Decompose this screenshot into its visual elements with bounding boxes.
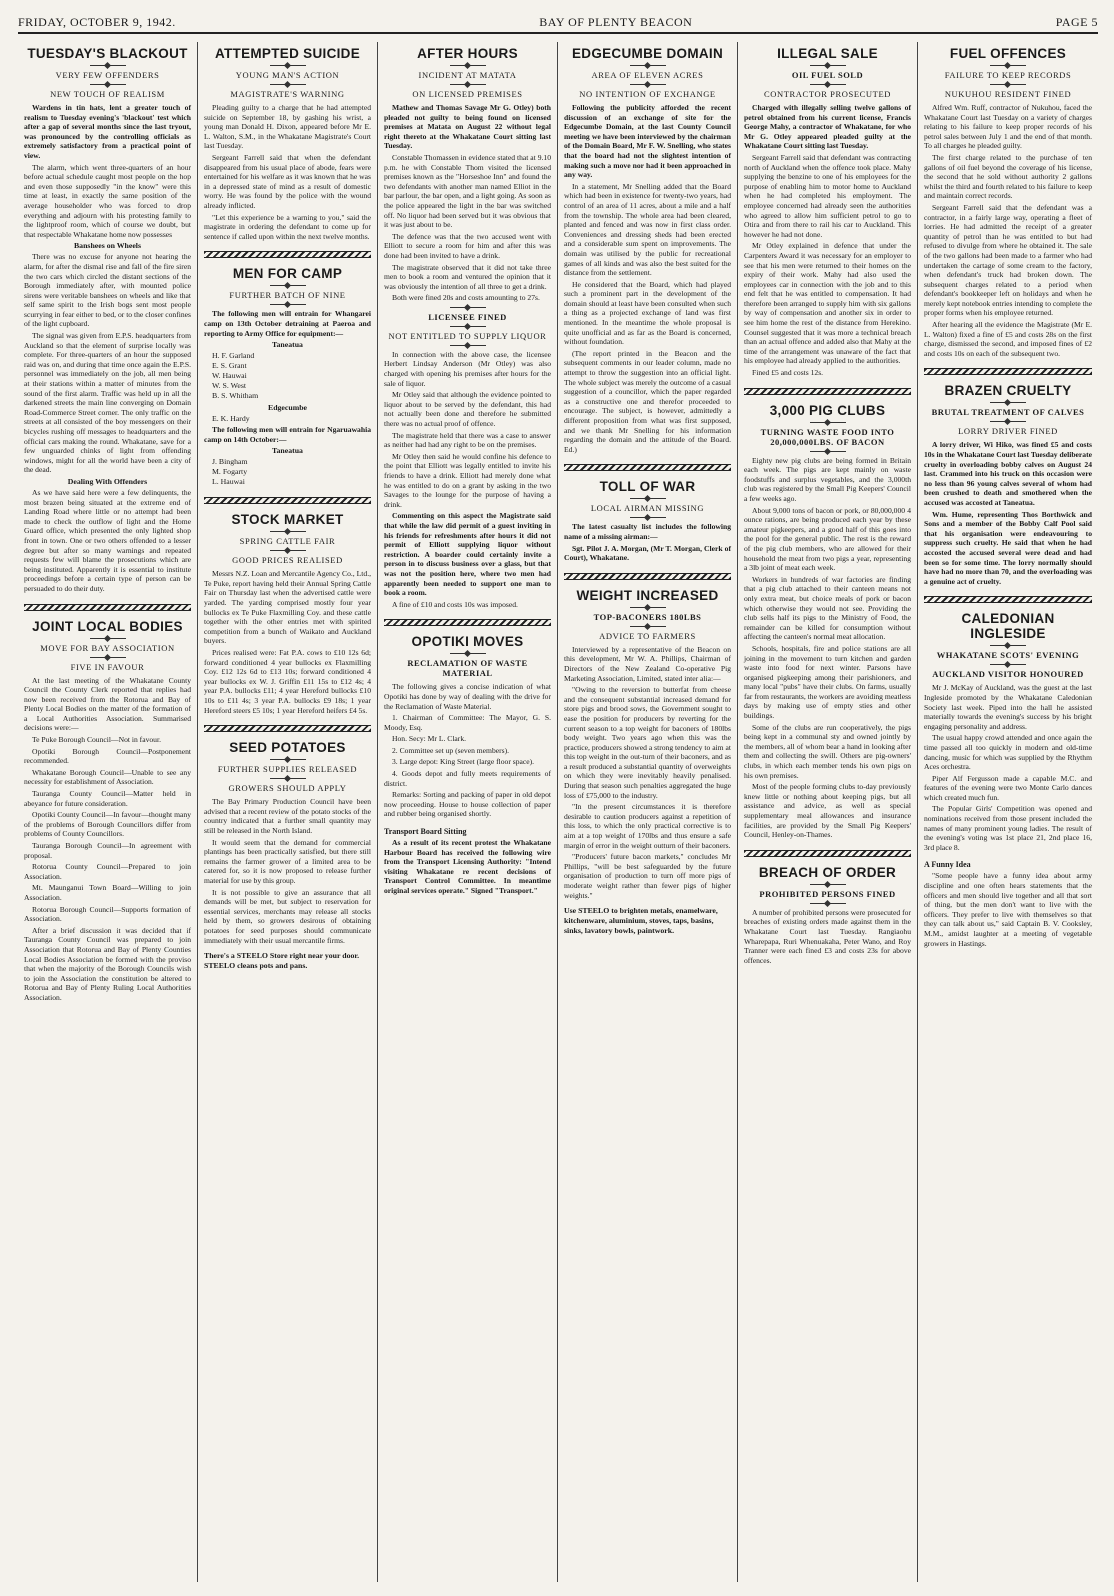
name-list: [212, 457, 371, 487]
ornament: [270, 304, 306, 305]
paragraph: The first charge related to the purchase of ten gallons of oil fuel beyond the coverage of his license, the second that he sold without authority 2 gallons whilst the third and fourth related to his failure to keep and maintain correct records.: [924, 152, 1092, 201]
paragraph: About 9,000 tons of bacon or pork, or 80,000,000 4 ounce rations, are being produced each year by these amateur pigkeepers, and a good half of this goes into the pool for the general public. The rest is the reward of the pig club members, who are allowed for their household the meat from two pigs a year, representing a 3lb joint of meat each week.: [744, 505, 911, 573]
lead-paragraph: The latest casualty list includes the following name of a missing airman:—: [564, 522, 731, 541]
paragraph: "In the present circumstances it is therefore desirable to caution producers against a repetition of this loss, to which the only practical corrective is to aim at a top weight of 170lbs and thus ensure a safe margin of error in the weight outturn of their baconers.: [564, 802, 731, 850]
paragraph: He considered that the Board, which had played such a prominent part in the development of the domain should at least have been consulted when such a thing as a projected exchange of land was first mentioned. In the meantime the whole proposal is quite unofficial and as far as the Board is concerned, without foundation.: [564, 279, 731, 347]
list-item: W. Hauwai: [212, 371, 247, 381]
paragraph: Tauranga County Council—Matter held in abeyance for future consideration.: [24, 789, 191, 808]
column-4: [558, 42, 738, 1582]
ornament: [810, 903, 846, 904]
paragraph: Sergeant Farrell said that when the defendant disappeared from his usual place of abode, fears were entertained for his welfare as it was known that he was in a depressed state of mind as a result of domestic worry. He was found by the police with the wound already inflicted.: [204, 152, 371, 210]
subheading: LORRY DRIVER FINED: [958, 426, 1058, 437]
ornament: [270, 778, 306, 779]
section-rule: [924, 368, 1092, 375]
paragraph: Fined £5 and costs 12s.: [752, 368, 824, 378]
list-item: L. Hauwai: [212, 477, 245, 487]
subheading: VERY FEW OFFENDERS: [55, 70, 160, 80]
paragraph: The usual happy crowd attended and once again the time passed all too quickly in modern and old-time dancing, music for which was supplied by the Rhythm Aces orchestra.: [924, 733, 1092, 772]
paragraph: Most of the people forming clubs to-day previously knew little or nothing about keeping pigs, but all assistance and advice, as well as special supplementary meal allowances and insurance facilities, are provided by the Small Pig Keepers' Council, Henley-on-Thames.: [744, 782, 911, 840]
headline: WEIGHT INCREASED: [576, 587, 719, 603]
subheading: MAGISTRATE'S WARNING: [230, 89, 345, 99]
ornament: [270, 84, 306, 85]
subheading: OIL FUEL SOLD: [791, 70, 864, 80]
ornament: [90, 65, 126, 66]
paragraph: The Bay Primary Production Council have been advised that a recent review of the potato stocks of the country indicated that a further small quantity may still be released in the North Island.: [204, 797, 371, 835]
group-heading: Taneatua: [272, 340, 303, 350]
ornament: [450, 653, 486, 654]
list-item: M. Fogarty: [212, 467, 248, 477]
headline: JOINT LOCAL BODIES: [32, 618, 183, 634]
subheading: TURNING WASTE FOOD INTO 20,000,000LBS. OF BACON: [760, 426, 895, 447]
ornament: [270, 285, 306, 286]
section-rule: [384, 619, 551, 626]
lead-paragraph: Mathew and Thomas Savage Mr G. Otley) both pleaded not guilty to being found on licensed premises at Matata on August 22 without legal right thereto at the Whakatane Court sitting last Tuesday.: [384, 103, 551, 151]
subheading: AREA OF ELEVEN ACRES: [591, 70, 704, 80]
ornament: [630, 84, 666, 85]
subheading: FAILURE TO KEEP RECORDS: [944, 70, 1072, 80]
paragraph: There was no excuse for anyone not hearing the alarm, for after the dismal rise and fall of the fire siren the two cars which circled the distant sections of the Borough immediately after, with mounted police sirens were veritable banshees on wheels and like that self same spirit to the Irish bogs sent most people scurrying in fear either to bed, or to the closer confines of the light cupboard.: [24, 252, 191, 329]
subheading: FIVE IN FAVOUR: [70, 661, 145, 672]
ornament: [990, 421, 1026, 422]
ornament: [810, 884, 846, 885]
subheading: SPRING CATTLE FAIR: [239, 536, 336, 547]
subheading: NOT ENTITLED TO SUPPLY LIQUOR: [388, 330, 547, 341]
subheading: ON LICENSED PREMISES: [412, 89, 523, 99]
paragraph: Piper Alf Fergusson made a capable M.C. and features of the evening were two Monte Carlo dances which created much fun.: [924, 773, 1092, 802]
paragraph: Mr Otley said that although the evidence pointed to liquor about to be served by the defendant, this had not actually been done and therefore he submitted there was no actual proof of offence.: [384, 390, 551, 429]
column-1: [18, 42, 198, 1582]
paragraph: The defence was that the two accused went with Elliott to secure a room for him and after this was done had been invited to have a drink.: [384, 231, 551, 260]
headline: TUESDAY'S BLACKOUT: [27, 46, 188, 61]
headline: EDGECUMBE DOMAIN: [571, 46, 724, 61]
ornament: [450, 65, 486, 66]
columns: [18, 42, 1098, 1582]
section-rule: [204, 251, 371, 258]
subheading: FURTHER BATCH OF NINE: [229, 290, 346, 301]
paragraph: The magistrate held that there was a case to answer as neither had had any right to be on the premises.: [384, 430, 551, 450]
paragraph: Opotiki Borough Council—Postponement recommended.: [24, 746, 191, 766]
masthead: [18, 12, 1098, 34]
subheading: GROWERS SHOULD APPLY: [228, 783, 347, 794]
ornament: [630, 626, 666, 627]
headline: AFTER HOURS: [417, 46, 518, 61]
paragraph: Schools, hospitals, fire and police stations are all joining in the movement to turn kitchen and garden waste into food for next winter. Parsons have organised pigkeeping among their parishioners, and many local "pubs" have their clubs. On farms, usually far from restaurants, the workers are avoiding meatless days by making use of empty sties and other buildings.: [744, 643, 911, 721]
inline-heading: Transport Board Sitting: [384, 827, 467, 837]
headline: SEED POTATOES: [229, 740, 346, 756]
list-item: W. S. West: [212, 381, 247, 391]
ornament: [810, 65, 846, 66]
headline: STOCK MARKET: [231, 512, 344, 528]
paragraph: It would seem that the demand for commercial plantings has been practically satisfied, but there still remains the farmer grower of a limited area to be catered for, so it is now proposed to release further material for use by this group.: [204, 837, 371, 885]
paragraph: After hearing all the evidence the Magistrate (Mr E. L. Walton) fixed a fine of £5 and costs 28s on the first charge, dismissed the second, and imposed fines of £2 and costs 10s on each of the subsequent two.: [924, 320, 1092, 358]
section-rule: [924, 596, 1092, 603]
paragraph: 4. Goods depot and fully meets requirements of district.: [384, 769, 551, 788]
ornament: [90, 84, 126, 85]
paper-name: BAY OF PLENTY BEACON: [539, 15, 693, 29]
paragraph: Hon. Secy: Mr L. Clark.: [392, 734, 467, 744]
headline: BREACH OF ORDER: [758, 864, 897, 880]
paragraph: "Let this experience be a warning to you," said the magistrate in ordering the defendant to come up for sentence if called upon within the next twelve months.: [204, 212, 371, 241]
subheading: NO INTENTION OF EXCHANGE: [579, 89, 716, 99]
advertisement: Use STEELO to brighten metals, enamelware, kitchenware, aluminium, stoves, taps, basins, sinks, lavatory bowls, paintwork.: [564, 906, 718, 935]
ornament: [630, 65, 666, 66]
subheading: FURTHER SUPPLIES RELEASED: [217, 764, 358, 775]
lead-paragraph: The following men will entrain for Whangarei camp on 13th October detraining at Paeroa and reporting to Army Office for equipment:—: [204, 309, 371, 338]
ornament: [990, 402, 1026, 403]
paragraph: Rotorua Borough Council—Supports formation of Association.: [24, 904, 191, 924]
paragraph: In a statement, Mr Snelling added that the Board which had been in existence for twenty-two years, had control of an area of 11 acres, about a mile and a half from the township. The whole area had been cleared, planted and fenced and was now in first class order. Conveniences and dressing sheds had been erected and a considerable sum spent on improvements. The domain was utilised by the public for recreational games of all kinds and was also the best suited for the distance from the settlement.: [564, 181, 731, 278]
lead-paragraph: The following men will entrain for Ngaruawahia camp on 14th October:—: [204, 425, 371, 444]
ornament: [450, 326, 486, 327]
paragraph: "Owing to the reversion to butterfat from cheese and the consequent substantial increased demand for store pigs and brood sows, the Government sought to ease the position for producers by reverting for the current season to a top weight for baconers of 180lbs body weight. Two years ago when this was the practice, producers showed a strong tendency to aim at this top weight in the out-turn of their baconers, and as a result produced a substantial quantity of overweights on which they were inevitably heavily penalised. During that season such penalties aggregated the huge loss of £75,000 to the industry.: [564, 685, 731, 800]
subheading: YOUNG MAN'S ACTION: [235, 70, 340, 80]
subheading: NUKUHOU RESIDENT FINED: [944, 89, 1072, 99]
paragraph: Mr Otley explained in defence that under the Carpenters Award it was necessary for an employer to see that his men were returned to their homes on the expiry of their work. Mahy had also used the employees car in connection with the job and to this end felt that he was entitled to compensation. It had therefore been arranged to supply him with six gallons by way of compensation and another six in order to see him home the rest of the distance from Herekino. Counsel suggested that it was more a technical breach than an actual offence and added also that Mahy at the time of the arrangement was unaware of the fact that his employee had already applied to the authorities.: [744, 241, 911, 366]
group-heading: Edgecumbe: [268, 403, 307, 413]
section-rule: [204, 497, 371, 504]
paragraph: In connection with the above case, the licensee Herbert Lindsay Anderson (Mr Otley) was also charged with opening his premises after hours for the sale of liquor.: [384, 349, 551, 388]
ornament: [450, 345, 486, 346]
subheading: NEW TOUCH OF REALISM: [50, 89, 165, 99]
subheading: LICENSEE FINED: [428, 311, 507, 322]
headline: OPOTIKI MOVES: [411, 634, 524, 650]
list-item: J. Bingham: [212, 457, 248, 467]
paragraph: The alarm, which went three-quarters of an hour before actual schedule caught most people on the hop and even those supposedly "in the know" were this time at least, in exactly the same position of the average householder who was forced to drop everything and adjourn with his protesting family to the lightproof room, which of course we doubt, but that respectable Whakatane home now possesses: [24, 162, 191, 239]
ornament: [990, 645, 1026, 646]
paragraph: The magistrate observed that it did not take three men to book a room and ventured the opinion that it was obviously the intention of all three to get a drink.: [384, 262, 551, 291]
paragraph: Rotorua County Council—Prepared to join Association.: [24, 862, 191, 881]
headline: FUEL OFFENCES: [949, 46, 1067, 61]
subheading: RECLAMATION OF WASTE MATERIAL: [407, 658, 528, 679]
ornament: [630, 498, 666, 499]
issue-date: FRIDAY, OCTOBER 9, 1942.: [18, 15, 176, 29]
ornament: [270, 759, 306, 760]
ornament: [90, 657, 126, 658]
paragraph: Constable Thomassen in evidence stated that at 9.10 p.m. he with Constable Thom visited the licensed premises known as the "Horseshoe Inn" and found the two defendants with another man named Elliot in the bar parlour, the bar open, and a light going. As soon as the police appeared the light in the bar was switched off. No liquor had been served but it was obvious that it was just about to be.: [384, 152, 551, 230]
name-list: [212, 351, 371, 401]
lead-paragraph: Wardens in tin hats, lent a greater touch of realism to Tuesday evening's 'blackout' test which after a gap of several months since the last tryout, was pronounced by the controlling officials as extremely satisfactory from a practical point of view.: [24, 103, 191, 160]
headline: BRAZEN CRUELTY: [944, 383, 1072, 399]
lead-paragraph: Wm. Hume, representing Thos Borthwick and Sons and a member of the Bobby Calf Pool said that his organisation were endeavouring to suppress such cruelty. He said that when he had accosted the accused several were dead and had been so for some time. The lorry normally should have had no more than 70, and the overloading was a genuine act of cruelty.: [924, 509, 1092, 586]
lead-paragraph: Sgt. Pilot J. A. Morgan, (Mr T. Morgan, Clerk of Court), Whakatane.: [564, 543, 731, 563]
headline: ILLEGAL SALE: [777, 46, 878, 61]
ornament: [810, 451, 846, 452]
subheading: ADVICE TO FARMERS: [599, 630, 696, 641]
inline-heading: Banshees on Wheels: [73, 241, 141, 251]
ornament: [810, 422, 846, 423]
subheading: GOOD PRICES REALISED: [232, 555, 343, 566]
ornament: [630, 517, 666, 518]
paragraph: (The report printed in the Beacon and the subsequent comments in our leader column, made no attempt to throw the suggestion into an official light. The whole subject was merely the outcome of a casual suggestion of a councillor, which the paper regarded as a constructive one and therefor proceeded to encourage. The subject, is however, admittedly a different proposition from what was first supposed, and we thank Mr Snelling for his information regarding the domain and the attitude of the Board. Ed.): [564, 348, 731, 454]
paragraph: 2. Committee set up (seven members).: [392, 745, 510, 755]
paragraph: "Producers' future bacon markets," concludes Mr Phillips, "will be best safeguarded by the future organisation of production to turn off more pigs of moderate weight rather than fewer pigs of higher weights.": [564, 852, 731, 900]
ornament: [990, 65, 1026, 66]
paragraph: The Popular Girls' Competition was opened and nominations received from those present included the names of many prominent young ladies. The result of the evening's voting was 1st place 21, 2nd place 16, 3rd place 8.: [924, 804, 1092, 852]
subheading: TOP-BACONERS 180LBS: [593, 611, 702, 622]
section-rule: [744, 850, 911, 857]
paragraph: Both were fined 20s and costs amounting to 27s.: [392, 293, 540, 303]
paragraph: Some of the clubs are run cooperatively, the pigs being kept in a communal sty and owned jointly by the members, all of whom bear a hand in looking after them and collecting the swill. Others are pig-owners' clubs, in which each member tends his own pigs on his own premises.: [744, 722, 911, 780]
name-list: [212, 414, 371, 424]
ornament: [630, 607, 666, 608]
column-6: [918, 42, 1098, 1582]
paragraph: Sergeant Farrell said that defendant was contracting north of Auckland when the offence took place. Mahy supplying the benzine to one of his employees for the purpose of enabling him to motor home to Auckland when he had completed his employment. The employee concerned had already seen the authorities who agreed to allow him sufficient petrol to go to Otira and from there to rail his car to Auckland. This however he had not done.: [744, 152, 911, 239]
paragraph: Eighty new pig clubs are being formed in Britain each week. The pigs are kept mainly on waste foodstuffs and surplus vegetables, and the 3,000th club was registered by the Small Pig Keepers' Council a few weeks ago.: [744, 455, 911, 503]
column-5: [738, 42, 918, 1582]
page-number: PAGE 5: [1055, 15, 1098, 29]
paragraph: Opotiki County Council—In favour—thought many of the problems of Borough Councillors differ from problems of County Councillors.: [24, 810, 191, 839]
list-item: E. K. Hardy: [212, 414, 250, 424]
ornament: [990, 84, 1026, 85]
paragraph: Sergeant Farrell said that the defendant was a contractor, in a fairly large way, operating a fleet of lorries. He had admitted the receipt of a greater quantity of petrol than he was entitled to but had refused to divulge from where he obtained it. The sale of the two gallons had been made to a farmer who had undertaken the cartage of some cream to the factory, when defendant's truck had broken down. The subsequent charges related to a period when defendant's bookkeeper left on holidays and when he merely kept notebook entries intending to complete the proper forms when his employee returned.: [924, 202, 1092, 318]
paragraph: Mt. Maunganui Town Board—Willing to join Association.: [24, 883, 191, 902]
paragraph: Pleading guilty to a charge that he had attempted suicide on September 18, by gashing his wrist, a young man Donald H. Dixon, appeared before Mr E. L. Walton, S.M., in the Whakatane Magistrate's Court last Tuesday.: [204, 103, 371, 151]
headline: TOLL OF WAR: [599, 479, 696, 495]
paragraph: A number of prohibited persons were prosecuted for breaches of existing orders made against them in the Whakatane Court last Tuesday. Rangiaohu Wharepapa, Ruri Whenuakaha, Peter Wano, and Roy Tranner were each fined £3 and costs 23s for above offences.: [744, 907, 911, 965]
paragraph: Messrs N.Z. Loan and Mercantile Agency Co., Ltd., Te Puke, report having held their Annual Spring Cattle Fair on Thursday last when the advertised cattle were yarded. The yarding comprised mostly four year bullocks ex Te Puke Flaxmilling Coy. and these cattle together with the other entries met with spirited competition from a bunch of Waikato and Auckland buyers.: [204, 569, 371, 646]
subheading: BRUTAL TREATMENT OF CALVES: [931, 407, 1085, 418]
lead-paragraph: As a result of its recent protest the Whakatane Harbour Board has received the following wire from the Transport Licensing Authority: "Intend visiting Whakatane re recent decisions of Transport Control Committee. In meantime original services operate." Signed "Transport.": [384, 838, 551, 895]
paragraph: "Some people have a funny idea about army discipline and one often hears statements that the officers and men should live together and all that sort of thing, but the men don't want to live with the officers. They prefer to live with themselves so that they can talk about us," said Captain B. V. Cooksley, M.M., amidst laughter at a meeting of vegetable growers in Hastings.: [924, 871, 1092, 948]
inline-heading: A Funny Idea: [924, 860, 971, 870]
paragraph: As we have said here were a few delinquents, the most brazen being situated at the extreme end of Landing Road where little or no attempt had been made to check the outflow of light and the Home Guard office, which presented the only lighted shop front in town. One or two others offended to a lesser degree but after so many warnings and repeated requests few will blame the prosecutions which are being instituted. Apparently it is essential to institute proceedings before a certain type of person can be persuaded to do their duty.: [24, 487, 191, 593]
headline: 3,000 PIG CLUBS: [769, 402, 886, 418]
subheading: INCIDENT AT MATATA: [418, 70, 517, 80]
headline: CALEDONIAN INGLESIDE: [961, 611, 1055, 642]
list-item: B. S. Whitham: [212, 391, 259, 401]
list-item: E. S. Grant: [212, 361, 247, 371]
subheading: AUCKLAND VISITOR HONOURED: [932, 669, 1084, 680]
headline: ATTEMPTED SUICIDE: [214, 46, 361, 61]
paragraph: Mr J. McKay of Auckland, was the guest at the last Ingleside promoted by the Whakatane Caledonian Society last week. Piped into the hall he assisted materially towards the evening's success by his bright engaging personality and address.: [924, 683, 1092, 731]
paragraph: Prices realised were: Fat P.A. cows to £10 12s 6d; forward conditioned 4 year bullocks ex Flaxmilling Coy. £12 12s 6d to £13 10s; forward conditioned 4 year bullocks ex W. J. Griffin £11 15s to £12 4s; 4 year P.A. bullocks £11; 4 year Hereford bullocks £10 10s to £11 4s; 3 year P.A. bullocks £9 18s; 1 year Hereford steers £5 10s; 1 year Hereford heifers £4 5s.: [204, 648, 371, 715]
lead-paragraph: A lorry driver, Wi Hiko, was fined £5 and costs 10s in the Whakatane Court last Tuesday deliberate cruelty in overloading bobby calves on August 24 last. Crammed into his truck on this occasion were no less than 96 young calves several of whom had been crushed to death and smothered when the accused was accosted at Taneatua.: [924, 440, 1092, 507]
paragraph: Interviewed by a representative of the Beacon on this development, Mr W. A. Phillips, Chairman of Directors of the New Zealand Co-operative Pig Marketing Association, Limited, stated inter alia:—: [564, 644, 731, 683]
section-rule: [24, 604, 191, 611]
list-item: H. F. Garland: [212, 351, 255, 361]
column-3: [378, 42, 558, 1582]
paragraph: It is not possible to give an assurance that all demands will be met, but subject to reservation for essential services, merchants may release all stocks held by them, so growers desirous of obtaining potatoes for seed purposes should communicate immediately with their usual mercantile firms.: [204, 887, 371, 945]
paragraph: Alfred Wm. Ruff, contractor of Nukuhou, faced the Whakatane Court last Tuesday on a variety of charges relating to his failure to keep proper records of his petrol sales between July 1 and the end of that month. To all charges he pleaded guilty.: [924, 103, 1092, 151]
newspaper-page: [18, 12, 1098, 1587]
subheading: PROHIBITED PERSONS FINED: [759, 888, 896, 899]
ornament: [270, 531, 306, 532]
paragraph: Te Puke Borough Council—Not in favour.: [32, 735, 161, 745]
ornament: [990, 664, 1026, 665]
section-rule: [564, 464, 731, 471]
lead-paragraph: Charged with illegally selling twelve gallons of petrol obtained from his current license, Francis George Mahy, a contractor of Whakatane, for who Mr G. Otley appeared pleaded guilty at the Whakatane Court sitting last Tuesday.: [744, 103, 911, 151]
paragraph: Whakatane Borough Council—Unable to see any necessity for establishment of Association.: [24, 767, 191, 787]
subheading: CONTRACTOR PROSECUTED: [764, 89, 891, 99]
ornament: [450, 307, 486, 308]
paragraph: 1. Chairman of Committee: The Mayor, G. S. Moody, Esq.: [384, 713, 551, 732]
section-rule: [204, 725, 371, 732]
headline: MEN FOR CAMP: [232, 266, 343, 282]
ornament: [270, 550, 306, 551]
advertisement: There's a STEELO Store right near your door. STEELO cleans pots and pans.: [204, 951, 360, 970]
column-2: [198, 42, 378, 1582]
paragraph: Remarks: Sorting and packing of paper in old depot now proceeding. House to house collection of paper and rubber being organised shortly.: [384, 790, 551, 819]
inline-heading: Dealing With Offenders: [67, 476, 148, 486]
paragraph: A fine of £10 and costs 10s was imposed.: [392, 599, 518, 609]
paragraph: The signal was given from E.P.S. headquarters from Auckland so that the element of surprise locally was complete. For three-quarters of an hour the supposed raid was on, and during that time once again the E.P.S. personnel was immediately on the job, all men being at their stations within a matter of minutes from the sound of the first alarm. Traffic was held up in all the darkened streets the main line converging on Domain Road-Commerce Street corner. The only traffic on the streets at all consisted of the boy messengers on their bicycles rushing off messages to headquarters and the official cars making the round. Whakatane, save for a few unguarded chinks of light from offending windows, might for all the world have been a city of the dead.: [24, 331, 191, 475]
subheading: LOCAL AIRMAN MISSING: [590, 503, 705, 514]
subheading: WHAKATANE SCOTS' EVENING: [936, 650, 1080, 661]
paragraph: At the last meeting of the Whakatane County Council the County Clerk reported that replies had now been received from the Rotorua and Bay of Plenty Local Bodies on the matter of the formation of a Local Authorities Association. Summarised decisions were:—: [24, 675, 191, 733]
paragraph: Mr Otley then said he would confine his defence to the point that Elliott was legally entitled to invite his friends to have a drink. Elliott had merely done what he was entitled to do on a grant by asking in the two Savages to the lounge for the purpose of having a drink.: [384, 451, 551, 509]
paragraph: 3. Large depot: King Street (large floor space).: [392, 757, 535, 767]
lead-paragraph: Commenting on this aspect the Magistrate said that while the law did permit of a guest inviting in his friends for refreshments after hours it did not permit of Elliott supplying liquor without restriction. A boarder could certainly invite a person in to discuss business over a glass, but that was not the position here, where two men had apparently been needed to support one man to book a room.: [384, 511, 551, 598]
section-rule: [564, 573, 731, 580]
ornament: [450, 84, 486, 85]
group-heading: Taneatua: [272, 446, 303, 456]
paragraph: Tauranga Borough Council—In agreement with proposal.: [24, 841, 191, 860]
ornament: [270, 65, 306, 66]
section-rule: [744, 388, 911, 395]
ornament: [810, 84, 846, 85]
ornament: [90, 638, 126, 639]
paragraph: The following gives a concise indication of what Opotiki has done by way of dealing with the drive for the Reclamation of Waste Material.: [384, 682, 551, 711]
lead-paragraph: Following the publicity afforded the recent discussion of an exchange of site for the Edgecumbe Domain, at the last County Council meeting we have been interviewed by the chairman of the Domain Board, Mr F. W. Snelling, who states that the board had not the slightest intention of making such a move nor had it been approached in any way.: [564, 103, 731, 180]
paragraph: After a brief discussion it was decided that if Tauranga County Council was prepared to join Association that Rotorua and Bay of Plenty Counties Local Bodies Association be formed with the proviso that when the majority of the Borough Councils wish to join the Association the constitution be altered to Rotorua and Bay of Plenty Ruling Local Authorities Association.: [24, 925, 191, 1002]
subheading: MOVE FOR BAY ASSOCIATION: [40, 642, 175, 653]
paragraph: Workers in hundreds of war factories are finding that a pig club attached to their canteen means not only extra meat, but choice meals of pork or bacon which otherwise they would not see. Providing the club sells half its pigs to the Ministry of Food, the remainder can be killed for consumption without affecting the canteen's normal meat allocation.: [744, 574, 911, 642]
